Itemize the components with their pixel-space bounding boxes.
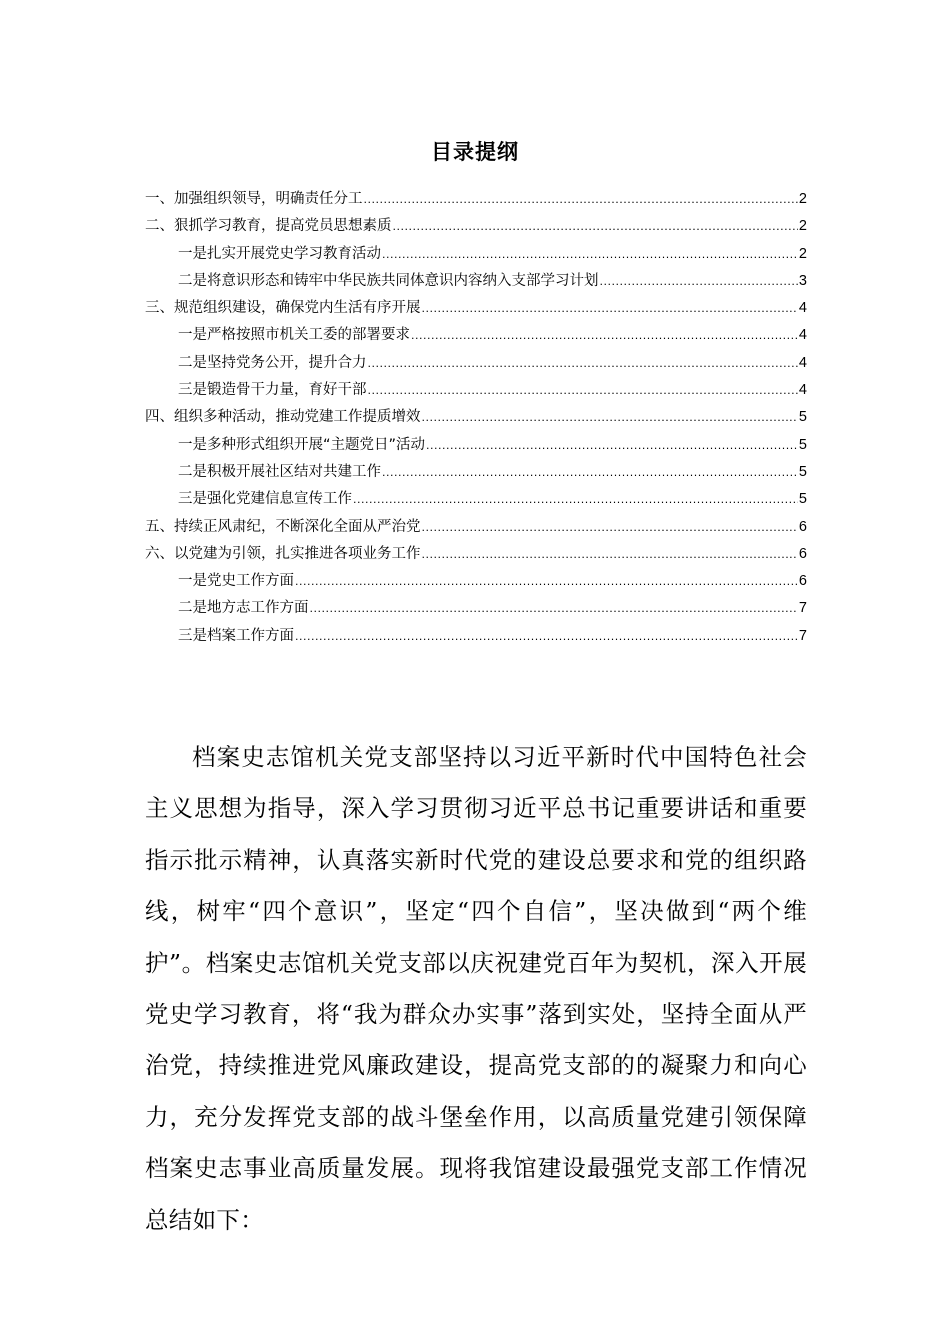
toc-entry-text: 三是强化党建信息宣传工作	[178, 491, 352, 508]
toc-dot-leader	[382, 459, 798, 486]
toc-page-number: 2	[798, 218, 807, 235]
toc-entry[interactable]	[145, 322, 807, 349]
toc-entry[interactable]	[145, 186, 807, 213]
toc-page-number: 6	[798, 518, 807, 535]
toc-entry[interactable]	[145, 268, 807, 295]
toc-dot-leader	[422, 514, 798, 541]
toc-dot-leader	[368, 350, 798, 377]
toc-entry-text: 二是将意识形态和铸牢中华民族共同体意识内容纳入支部学习计划	[178, 272, 599, 289]
body-paragraph: 档案史志馆机关党支部坚持以习近平新时代中国特色社会主义思想为指导，深入学习贯彻习近平总书记重要讲话和重要指示批示精神，认真落实新时代党的建设总要求和党的组织路线，树牢“四个意识”，坚定“四个自信”，坚决做到“两个维护”。档案史志馆机关党支部以庆祝建党百年为契机，深入开展党史学习教育，将“我为群众办实事”落到实处，坚持全面从严治党，持续推进党风廉政建设，提高党支部的的凝聚力和向心力，充分发挥党支部的战斗堡垒作用，以高质量党建引领保障档案史志事业高质量发展。现将我馆建设最强党支部工作情况总结如下：	[145, 743, 807, 1234]
toc-entry[interactable]	[145, 295, 807, 322]
toc-entry[interactable]	[145, 541, 807, 568]
toc-entry[interactable]	[145, 568, 807, 595]
toc-page-number: 5	[798, 436, 807, 453]
toc-entry-text: 三、规范组织建设，确保党内生活有序开展	[145, 300, 421, 317]
toc-dot-leader	[422, 295, 798, 322]
toc-entry-text: 五、持续正风肃纪，不断深化全面从严治党	[145, 518, 421, 535]
toc-page-number: 2	[798, 191, 807, 207]
toc-dot-leader	[310, 595, 798, 622]
toc-page-number: 5	[798, 463, 807, 480]
toc-entry-text: 二、狠抓学习教育，提高党员思想素质	[145, 218, 392, 235]
toc-dot-leader	[426, 432, 798, 459]
toc-dot-leader	[422, 541, 798, 568]
toc-page-number: 6	[798, 573, 807, 590]
toc-entry-text: 六、以党建为引领，扎实推进各项业务工作	[145, 545, 421, 562]
toc-entry[interactable]	[145, 377, 807, 404]
toc-entry-text: 一是严格按照市机关工委的部署要求	[178, 327, 410, 344]
table-of-contents	[145, 186, 807, 650]
toc-page-number: 2	[798, 245, 807, 262]
toc-entry[interactable]	[145, 486, 807, 513]
toc-title: 目录提纲	[431, 140, 519, 164]
toc-entry[interactable]	[145, 350, 807, 377]
toc-dot-leader	[368, 377, 798, 404]
toc-entry-text: 一是党史工作方面	[178, 573, 294, 590]
toc-page-number: 5	[798, 409, 807, 426]
toc-entry-text: 二是坚持党务公开，提升合力	[178, 354, 367, 371]
toc-dot-leader	[600, 268, 798, 295]
toc-dot-leader	[353, 486, 798, 513]
toc-dot-leader	[364, 186, 798, 213]
toc-entry[interactable]	[145, 404, 807, 431]
toc-page-number: 4	[798, 300, 807, 317]
toc-entry[interactable]	[145, 623, 807, 650]
toc-entry[interactable]	[145, 213, 807, 240]
toc-entry-text: 二是地方志工作方面	[178, 600, 309, 617]
toc-entry-text: 三是锻造骨干力量，育好干部	[178, 382, 367, 399]
toc-page-number: 7	[798, 600, 807, 617]
toc-entry-text: 四、组织多种活动，推动党建工作提质增效	[145, 409, 421, 426]
toc-dot-leader	[393, 213, 798, 240]
toc-entry-text: 一、加强组织领导，明确责任分工	[145, 191, 363, 207]
toc-entry[interactable]	[145, 459, 807, 486]
toc-entry[interactable]	[145, 432, 807, 459]
toc-page-number: 4	[798, 354, 807, 371]
toc-entry[interactable]	[145, 241, 807, 268]
toc-entry-text: 一是扎实开展党史学习教育活动	[178, 245, 381, 262]
toc-dot-leader	[295, 623, 798, 650]
toc-page-number: 3	[798, 272, 807, 289]
toc-page-number: 7	[798, 627, 807, 644]
toc-entry[interactable]	[145, 595, 807, 622]
toc-entry-text: 一是多种形式组织开展“主题党日”活动	[178, 436, 426, 453]
toc-page-number: 4	[798, 382, 807, 399]
toc-page-number: 5	[798, 491, 807, 508]
toc-dot-leader	[411, 322, 798, 349]
toc-entry[interactable]	[145, 514, 807, 541]
toc-dot-leader	[422, 404, 798, 431]
toc-dot-leader	[382, 241, 798, 268]
toc-entry-text: 三是档案工作方面	[178, 627, 294, 644]
toc-entry-text: 二是积极开展社区结对共建工作	[178, 463, 381, 480]
toc-page-number: 4	[798, 327, 807, 344]
toc-dot-leader	[295, 568, 798, 595]
toc-page-number: 6	[798, 545, 807, 562]
